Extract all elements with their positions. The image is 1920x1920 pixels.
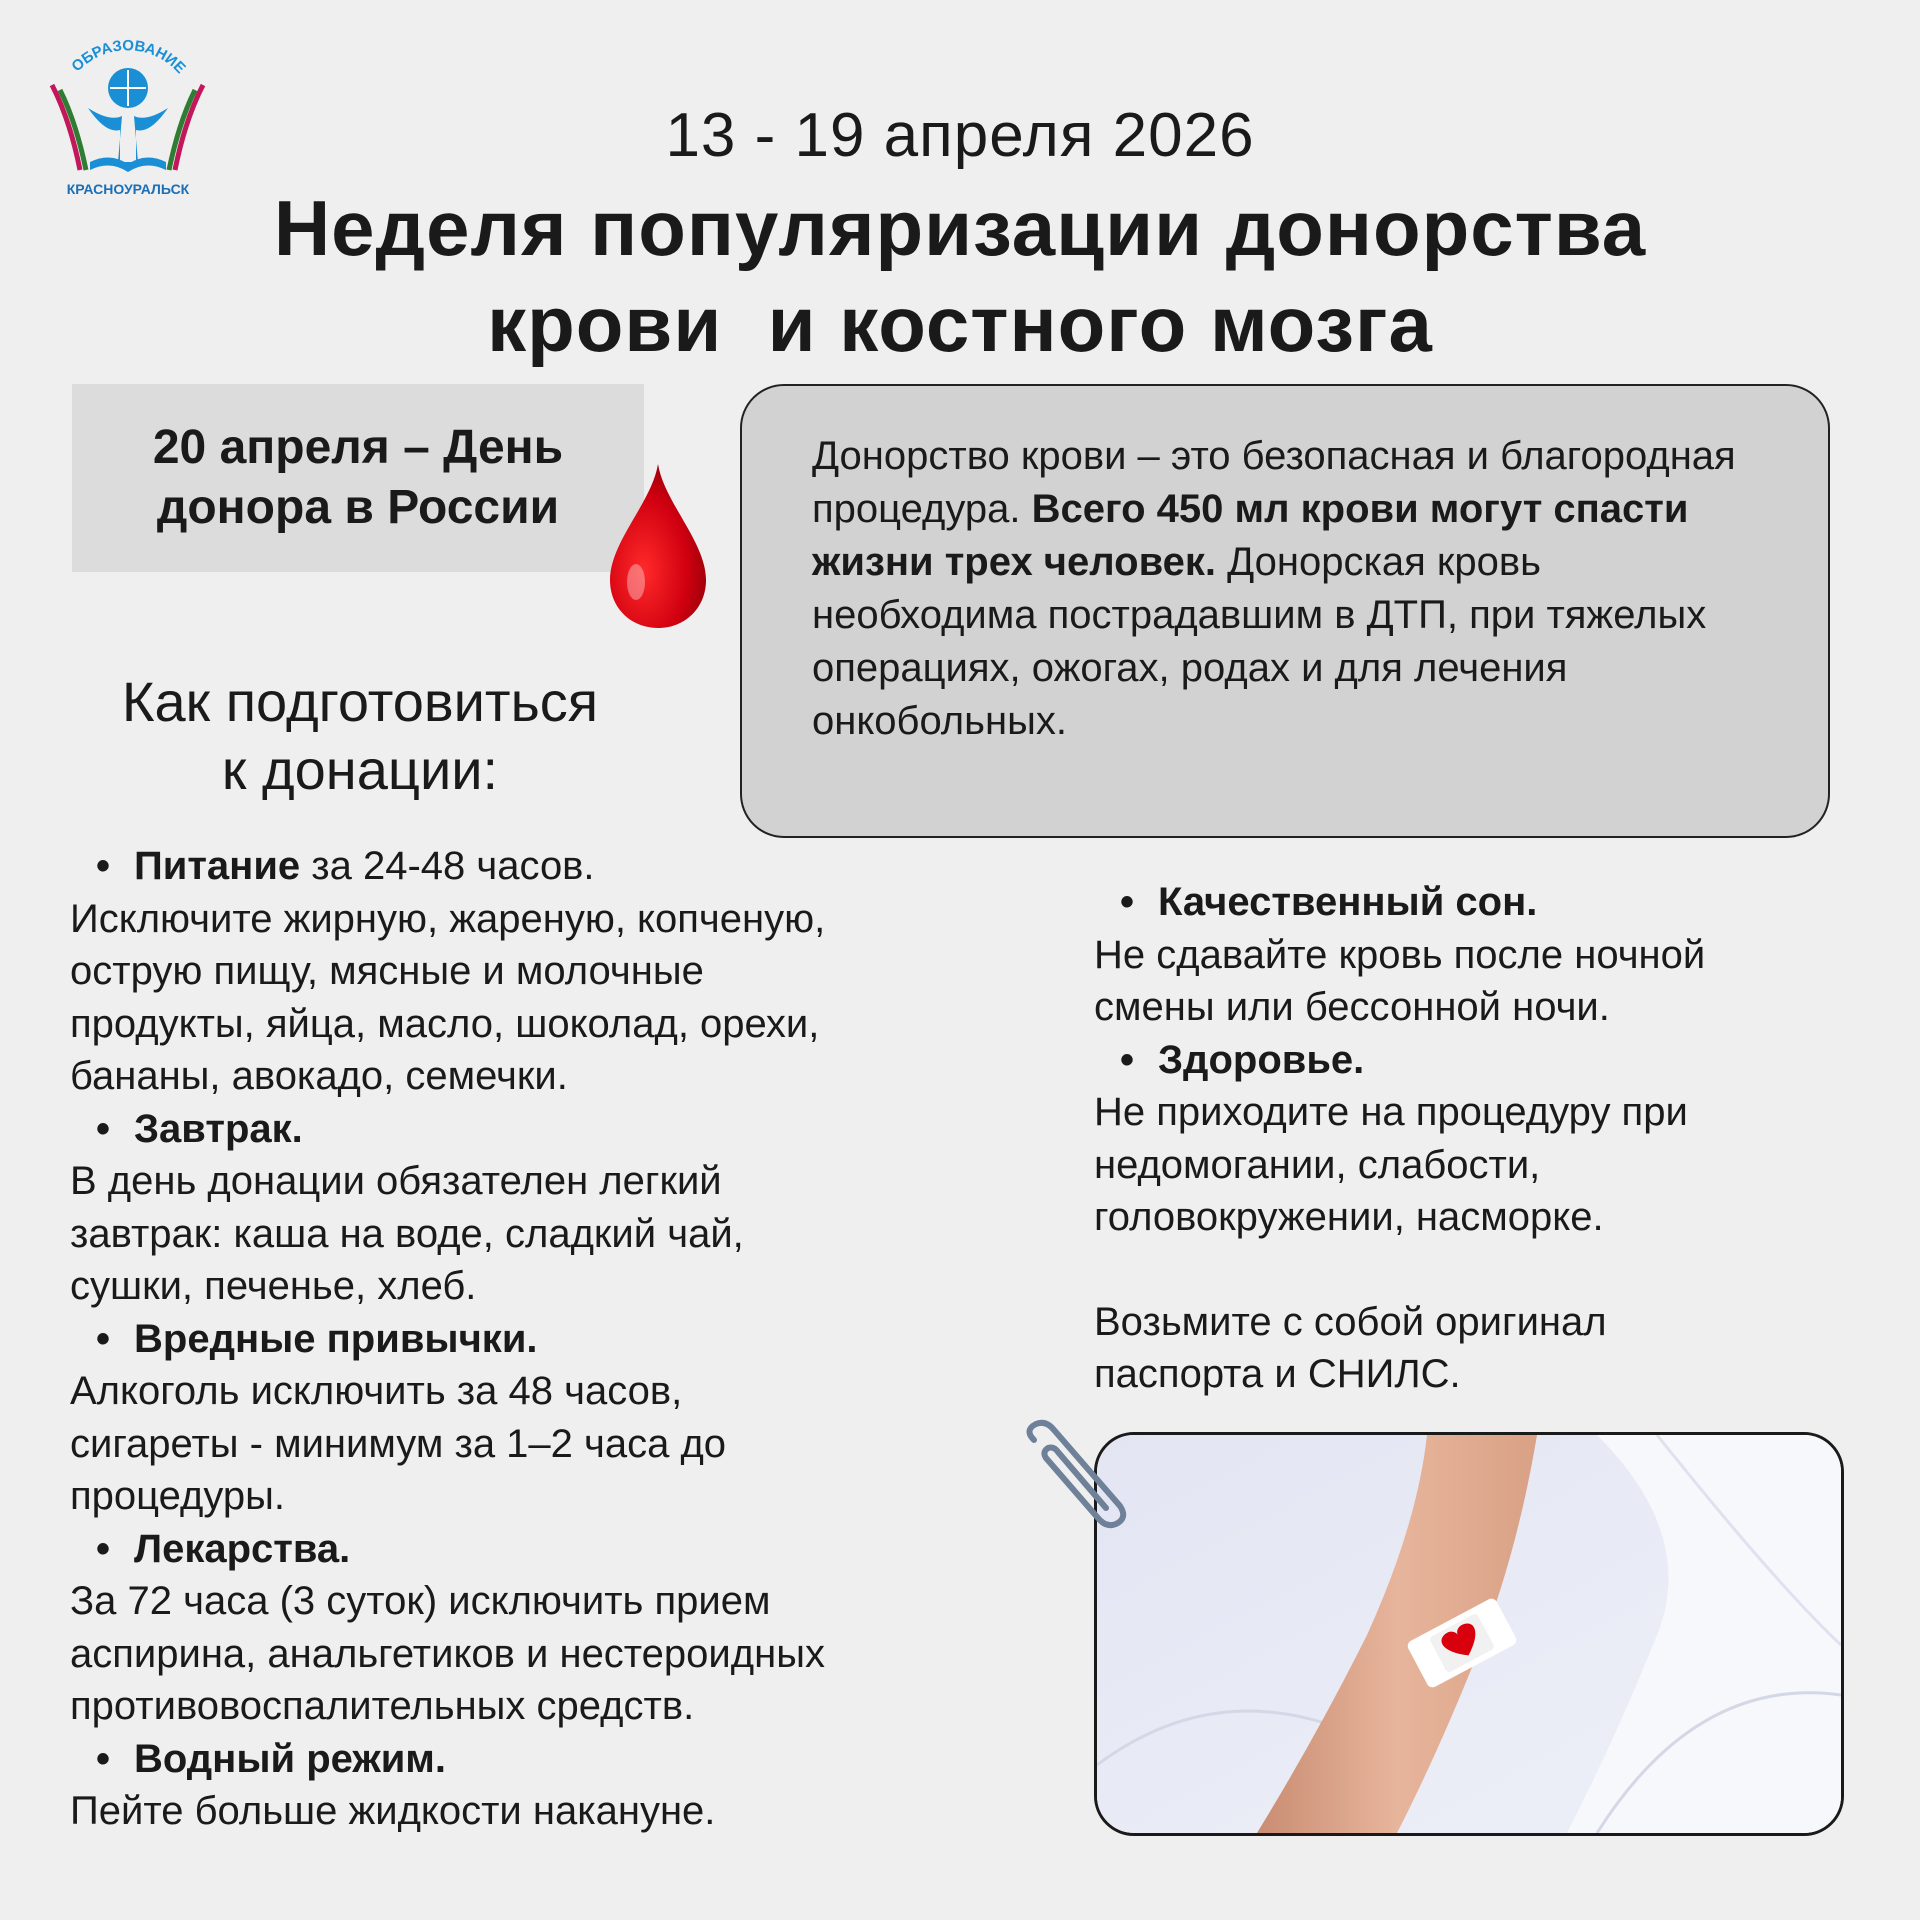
item-title: Завтрак.: [134, 1106, 303, 1151]
list-item-breakfast: [70, 1103, 1070, 1313]
list-item-medicines: [70, 1523, 1070, 1733]
prep-list-right: [1094, 876, 1894, 1401]
bullet: •: [96, 1316, 111, 1361]
list-item-health: [1094, 1034, 1894, 1244]
item-line: острую пищу, мясные и молочные: [70, 949, 704, 993]
item-line: За 72 часа (3 суток) исключить прием: [70, 1579, 771, 1623]
item-line: противовоспалительных средств.: [70, 1684, 695, 1728]
item-title: Питание: [134, 844, 301, 888]
bullet: •: [96, 1526, 111, 1571]
item-title: Качественный сон.: [1158, 880, 1538, 924]
event-dates: 13 - 19 апреля 2026: [665, 101, 1255, 170]
paperclip-icon: [1016, 1418, 1146, 1538]
item-line: аспирина, анальгетиков и нестероидных: [70, 1631, 825, 1676]
bullet: •: [96, 1736, 111, 1781]
list-item-sleep: [1094, 876, 1894, 1034]
donor-day-banner: [72, 384, 644, 572]
item-line: процедуры.: [70, 1474, 285, 1518]
item-line: смены или бессонной ночи.: [1094, 985, 1610, 1029]
svg-text:КРАСНОУРАЛЬСК: КРАСНОУРАЛЬСК: [66, 181, 190, 197]
prep-list-left: [70, 840, 1070, 1838]
list-item-water: [70, 1733, 1070, 1838]
bullet: •: [1120, 1037, 1135, 1082]
bullet: •: [96, 1106, 111, 1151]
bullet: •: [96, 844, 111, 888]
list-item-bad-habits: [70, 1313, 1070, 1523]
reminder-line-1: Возьмите с собой оригинал: [1094, 1299, 1607, 1344]
item-title: Водный режим.: [134, 1736, 447, 1781]
info-text-2: Донорская кровь необходима пострадавшим в ДТП, при тяжелых операциях, ожогах, родах и для лечения онкобольных.: [812, 540, 1707, 743]
item-line: В день донации обязателен легкий: [70, 1159, 722, 1203]
item-title: Вредные привычки.: [134, 1316, 538, 1361]
item-title: Лекарства.: [134, 1526, 351, 1571]
donor-day-line-1: 20 апреля – День: [152, 421, 564, 474]
item-line: Не сдавайте кровь после ночной: [1094, 932, 1706, 977]
svg-text:ОБРАЗОВАНИЕ: ОБРАЗОВАНИЕ: [68, 37, 189, 78]
prep-heading-line-2: к донации:: [221, 738, 499, 801]
info-text-1: Донорство крови – это безопасная и благородная процедура.: [812, 434, 1736, 531]
item-title: Здоровье.: [1158, 1037, 1365, 1082]
item-line: продукты, яйца, масло, шоколад, орехи,: [70, 1001, 820, 1046]
item-line: сигареты - минимум за 1–2 часа до: [70, 1421, 727, 1466]
bullet: •: [1120, 880, 1135, 924]
reminder-line-2: паспорта и СНИЛС.: [1094, 1352, 1461, 1396]
documents-reminder: [1094, 1296, 1894, 1401]
item-line: Пейте больше жидкости накануне.: [70, 1789, 716, 1833]
item-line: Исключите жирную, жареную, копченую,: [70, 896, 826, 941]
donor-day-line-2: донора в России: [156, 481, 560, 534]
blood-drop-icon: [606, 462, 710, 630]
item-line: завтрак: каша на воде, сладкий чай,: [70, 1211, 744, 1256]
item-line: бананы, авокадо, семечки.: [70, 1054, 568, 1098]
item-suffix: за 24-48 часов.: [300, 844, 595, 888]
page-title: [60, 180, 1860, 372]
title-line-2: крови и костного мозга: [487, 280, 1433, 368]
item-line: Не приходите на процедуру при: [1094, 1090, 1688, 1134]
info-box: [740, 384, 1830, 838]
arm-with-heart-bandage-photo: [1094, 1432, 1844, 1836]
prep-heading-line-1: Как подготовиться: [121, 670, 599, 733]
info-bold-text: Всего 450 мл крови могут спасти жизни трех человек.: [812, 487, 1689, 584]
item-line: головокружении, насморке.: [1094, 1195, 1604, 1239]
prep-heading: [30, 668, 690, 804]
title-line-1: Неделя популяризации донорства: [273, 184, 1647, 272]
item-line: недомогании, слабости,: [1094, 1142, 1541, 1187]
list-item-nutrition: [70, 840, 1070, 1103]
item-line: сушки, печенье, хлеб.: [70, 1264, 477, 1308]
item-line: Алкоголь исключить за 48 часов,: [70, 1369, 683, 1413]
